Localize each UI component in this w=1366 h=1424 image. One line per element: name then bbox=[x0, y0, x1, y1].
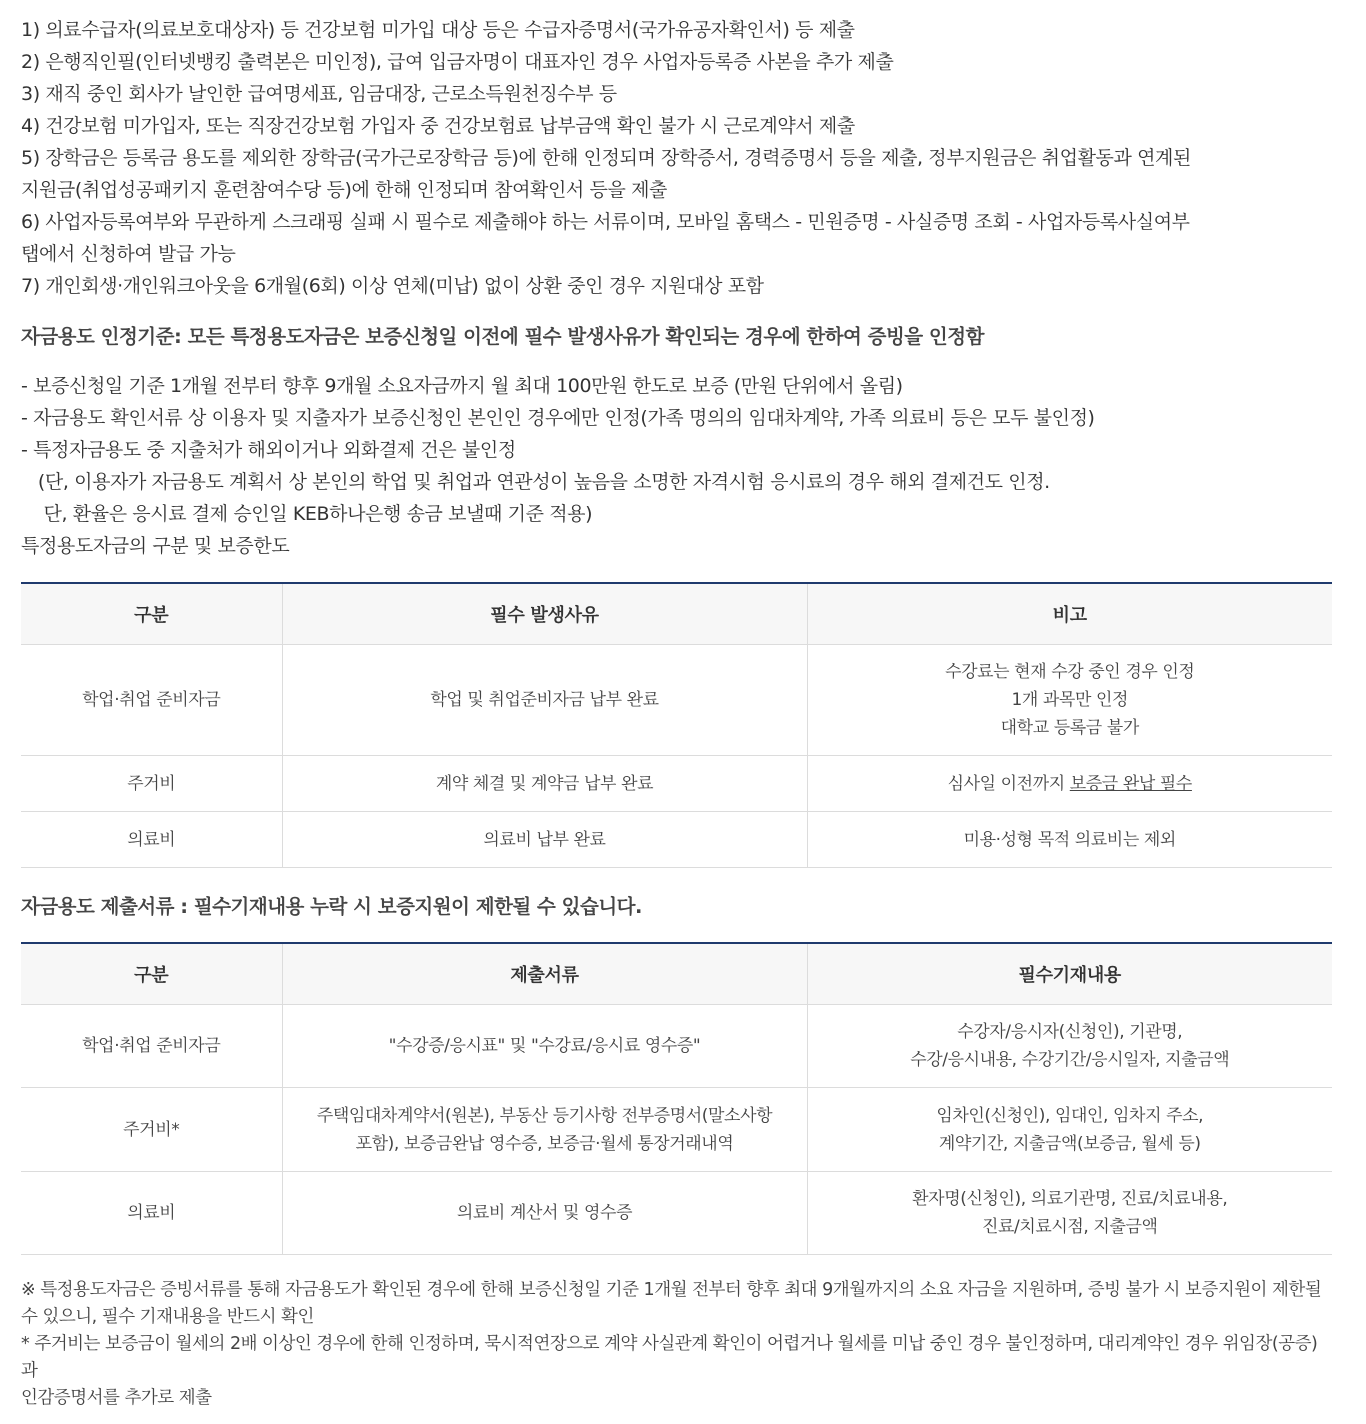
cell-reason: 의료비 납부 완료 bbox=[282, 812, 807, 868]
column-header-category: 구분 bbox=[21, 583, 282, 645]
footnote-3: 3) 재직 중인 회사가 날인한 급여명세표, 임금대장, 근로소득원천징수부 등 bbox=[21, 83, 617, 105]
cell-required-fields bbox=[807, 1088, 1332, 1172]
limit-table-caption: 특정용도자금의 구분 및 보증한도 bbox=[21, 535, 290, 557]
footer-notes bbox=[21, 1277, 1332, 1412]
required-line: 계약기간, 지출금액(보증금, 월세 등) bbox=[938, 1133, 1201, 1154]
remark-line: 수강료는 현재 수강 중인 경우 인정 bbox=[945, 662, 1195, 682]
documents-heading: 자금용도 제출서류 : 필수기재내용 누락 시 보증지원이 제한될 수 있습니다. bbox=[21, 895, 642, 918]
table-header-row bbox=[21, 943, 1332, 1005]
footnote-5: 5) 장학금은 등록금 용도를 제외한 장학금(국가근로장학금 등)에 한해 인정되며 장학증서, 경력증명서 등을 제출, 정부지원금은 취업활동과 연계된 bbox=[21, 147, 1191, 169]
cell-category: 의료비 bbox=[21, 1172, 282, 1255]
cell-required-fields bbox=[807, 1172, 1332, 1255]
footnote-7: 7) 개인회생·개인워크아웃을 6개월(6회) 이상 연체(미납) 없이 상환 중인 경우 지원대상 포함 bbox=[21, 275, 764, 297]
cell-remarks: 미용·성형 목적 의료비는 제외 bbox=[807, 812, 1332, 868]
required-line: 환자명(신청인), 의료기관명, 진료/치료내용, bbox=[912, 1189, 1228, 1209]
footer-note: * 주거비는 보증금이 월세의 2배 이상인 경우에 한해 인정하며, 묵시적연장으로 계약 사실관계 확인이 어렵거나 월세를 미납 중인 경우 불인정하며, 대리계약인 경우 위임장(공증)과 bbox=[21, 1334, 1318, 1381]
column-header-category: 구분 bbox=[21, 943, 282, 1005]
cell-category: 의료비 bbox=[21, 812, 282, 868]
required-line: 진료/치료시점, 지출금액 bbox=[981, 1217, 1158, 1237]
column-header-remarks: 비고 bbox=[807, 583, 1332, 645]
cell-category: 주거비* bbox=[21, 1088, 282, 1172]
table-row bbox=[21, 812, 1332, 868]
required-documents-table bbox=[21, 942, 1332, 1255]
criteria-line: - 자금용도 확인서류 상 이용자 및 지출자가 보증신청인 본인인 경우에만 인정(가족 명의의 임대차계약, 가족 의료비 등은 모두 불인정) bbox=[21, 407, 1095, 429]
required-line: 수강/응시내용, 수강기간/응시일자, 지출금액 bbox=[910, 1050, 1230, 1070]
criteria-line: - 특정자금용도 중 지출처가 해외이거나 외화결제 건은 불인정 bbox=[21, 439, 516, 461]
remark-line: 1개 과목만 인정 bbox=[1011, 690, 1129, 710]
cell-documents: "수강증/응시표" 및 "수강료/응시료 영수증" bbox=[282, 1005, 807, 1088]
required-line: 수강자/응시자(신청인), 기관명, bbox=[957, 1022, 1183, 1042]
footer-note: 인감증명서를 추가로 제출 bbox=[21, 1388, 212, 1408]
cell-category: 주거비 bbox=[21, 756, 282, 812]
cell-remarks bbox=[807, 645, 1332, 756]
cell-category: 학업·취업 준비자금 bbox=[21, 645, 282, 756]
footer-note: 수 있으니, 필수 기재내용을 반드시 확인 bbox=[21, 1307, 314, 1327]
column-header-documents: 제출서류 bbox=[282, 943, 807, 1005]
remark-underlined: 보증금 완납 필수 bbox=[1069, 773, 1192, 794]
cell-reason: 계약 체결 및 계약금 납부 완료 bbox=[282, 756, 807, 812]
cell-documents: 의료비 계산서 및 영수증 bbox=[282, 1172, 807, 1255]
footnote-2: 2) 은행직인필(인터넷뱅킹 출력본은 미인정), 급여 입금자명이 대표자인 경우 사업자등록증 사본을 추가 제출 bbox=[21, 51, 894, 73]
table-row bbox=[21, 1172, 1332, 1255]
table-row bbox=[21, 645, 1332, 756]
criteria-line: 단, 환율은 응시료 결제 승인일 KEB하나은행 송금 보낼때 기준 적용) bbox=[21, 503, 593, 525]
column-header-reason: 필수 발생사유 bbox=[282, 583, 807, 645]
footnote-6-cont: 탭에서 신청하여 발급 가능 bbox=[21, 243, 236, 265]
criteria-line: - 보증신청일 기준 1개월 전부터 향후 9개월 소요자금까지 월 최대 100만원 한도로 보증 (만원 단위에서 올림) bbox=[21, 375, 903, 397]
table-row bbox=[21, 756, 1332, 812]
cell-required-fields bbox=[807, 1005, 1332, 1088]
criteria-line: (단, 이용자가 자금용도 계획서 상 본인의 학업 및 취업과 연관성이 높음을 소명한 자격시험 응시료의 경우 해외 결제건도 인정. bbox=[21, 471, 1050, 493]
guarantee-guide-content bbox=[21, 14, 1332, 1412]
document-line: 주택임대차계약서(원본), 부동산 등기사항 전부증명서(말소사항 bbox=[316, 1105, 773, 1126]
table-row bbox=[21, 1005, 1332, 1088]
purpose-limit-table bbox=[21, 582, 1332, 868]
table-row bbox=[21, 1088, 1332, 1172]
cell-documents bbox=[282, 1088, 807, 1172]
footer-note: ※ 특정용도자금은 증빙서류를 통해 자금용도가 확인된 경우에 한해 보증신청일 기준 1개월 전부터 향후 최대 9개월까지의 소요 자금을 지원하며, 증빙 불가 시 보증지원이 제한될 bbox=[21, 1280, 1322, 1300]
footnote-1: 1) 의료수급자(의료보호대상자) 등 건강보험 미가입 대상 등은 수급자증명서(국가유공자확인서) 등 제출 bbox=[21, 19, 855, 41]
footnote-5-cont: 지원금(취업성공패키지 훈련참여수당 등)에 한해 인정되며 참여확인서 등을 제출 bbox=[21, 179, 667, 201]
column-header-required-fields: 필수기재내용 bbox=[807, 943, 1332, 1005]
cell-remarks bbox=[807, 756, 1332, 812]
remark-prefix: 심사일 이전까지 bbox=[947, 773, 1070, 794]
cell-reason: 학업 및 취업준비자금 납부 완료 bbox=[282, 645, 807, 756]
remark-line: 대학교 등록금 불가 bbox=[1000, 718, 1139, 738]
required-line: 임차인(신청인), 임대인, 임차지 주소, bbox=[936, 1105, 1204, 1126]
footnote-list bbox=[21, 14, 1332, 302]
table-header-row bbox=[21, 583, 1332, 645]
document-line: 포함), 보증금완납 영수증, 보증금·월세 통장거래내역 bbox=[355, 1133, 734, 1154]
criteria-list bbox=[21, 370, 1332, 562]
footnote-6: 6) 사업자등록여부와 무관하게 스크래핑 실패 시 필수로 제출해야 하는 서류이며, 모바일 홈택스 - 민원증명 - 사실증명 조회 - 사업자등록사실여부 bbox=[21, 211, 1190, 233]
criteria-heading: 자금용도 인정기준: 모든 특정용도자금은 보증신청일 이전에 필수 발생사유가 확인되는 경우에 한하여 증빙을 인정함 bbox=[21, 325, 984, 348]
cell-category: 학업·취업 준비자금 bbox=[21, 1005, 282, 1088]
footnote-4: 4) 건강보험 미가입자, 또는 직장건강보험 가입자 중 건강보험료 납부금액 확인 불가 시 근로계약서 제출 bbox=[21, 115, 855, 137]
